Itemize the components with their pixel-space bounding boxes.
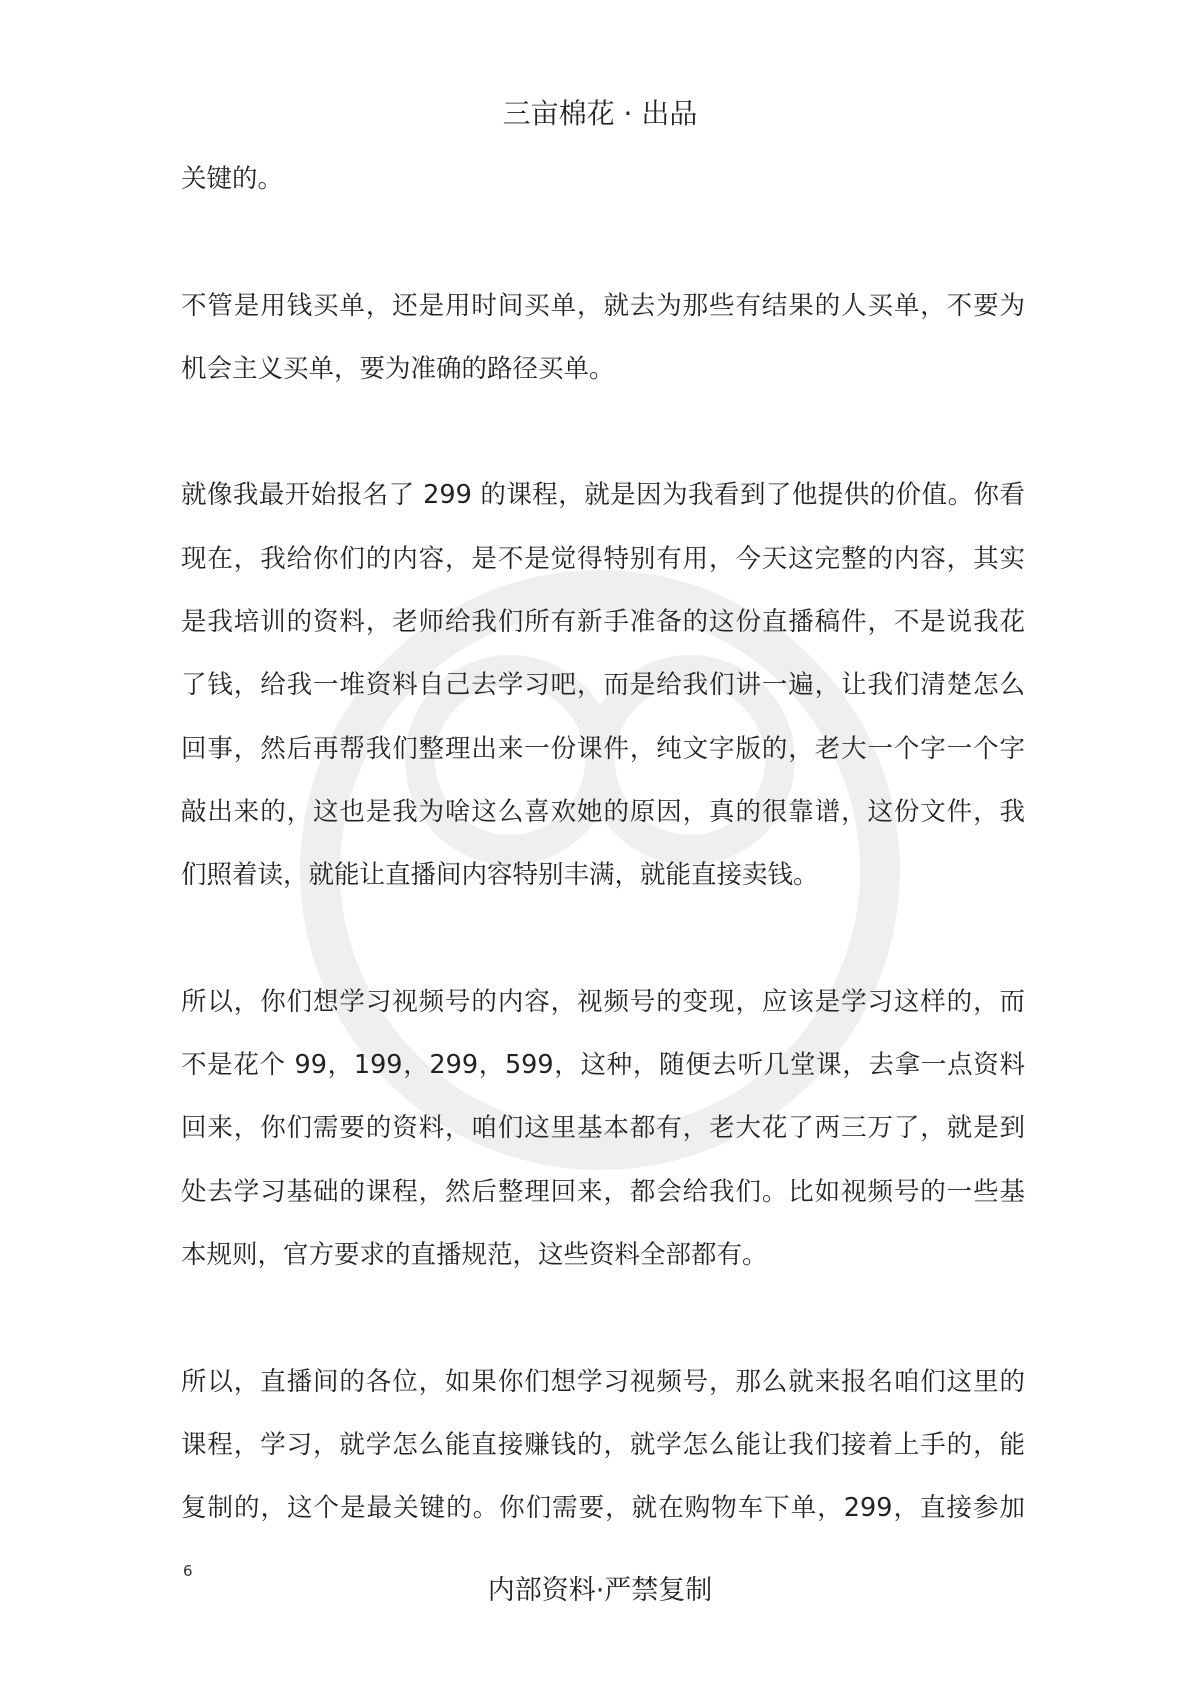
footer-notice: 内部资料·严禁复制 [487, 1575, 713, 1606]
paragraph-line: 所以，你们想学习视频号的内容，视频号的变现，应该是学习这样的，而 [181, 986, 1025, 1017]
paragraph-line: 敲出来的，这也是我为啥这么喜欢她的原因，真的很靠谱，这份文件，我 [181, 796, 1025, 827]
page-number: 6 [183, 1562, 193, 1580]
paragraph-line: 回来，你们需要的资料，咱们这里基本都有，老大花了两三万了，就是到 [181, 1113, 1025, 1144]
paragraph-line: 机会主义买单，要为准确的路径买单。 [181, 353, 615, 384]
paragraph-line: 不是花个 99，199，299，599，这种，随便去听几堂课，去拿一点资料 [181, 1050, 1025, 1081]
paragraph-line: 们照着读，就能让直播间内容特别丰满，就能直接卖钱。 [181, 860, 819, 891]
paragraph-line: 是我培训的资料，老师给我们所有新手准备的这份直播稿件，不是说我花 [181, 607, 1025, 638]
paragraph-line: 复制的，这个是最关键的。你们需要，就在购物车下单，299，直接参加 [181, 1493, 1025, 1524]
paragraph-line: 课程，学习，就学怎么能直接赚钱的，就学怎么能让我们接着上手的，能 [181, 1429, 1025, 1460]
document-body [181, 148, 1025, 1541]
paragraph-line: 本规则，官方要求的直播规范，这些资料全部都有。 [181, 1240, 768, 1271]
paragraph-line: 现在，我给你们的内容，是不是觉得特别有用，今天这完整的内容，其实 [181, 543, 1025, 574]
paragraph-line: 回事，然后再帮我们整理出来一份课件，纯文字版的，老大一个字一个字 [181, 733, 1025, 764]
paragraph-line: 了钱，给我一堆资料自己去学习吧，而是给我们讲一遍，让我们清楚怎么 [181, 670, 1025, 701]
paragraph-line: 关键的。 [181, 164, 284, 194]
paragraph-line: 就像我最开始报名了 299 的课程，就是因为我看到了他提供的价值。你看 [181, 480, 1025, 511]
page-header-title: 三亩棉花 · 出品 [502, 97, 698, 130]
paragraph-line: 所以，直播间的各位，如果你们想学习视频号，那么就来报名咱们这里的 [181, 1366, 1025, 1397]
paragraph-line: 不管是用钱买单，还是用时间买单，就去为那些有结果的人买单，不要为 [181, 290, 1025, 321]
paragraph-line: 处去学习基础的课程，然后整理回来，都会给我们。比如视频号的一些基 [181, 1176, 1025, 1207]
